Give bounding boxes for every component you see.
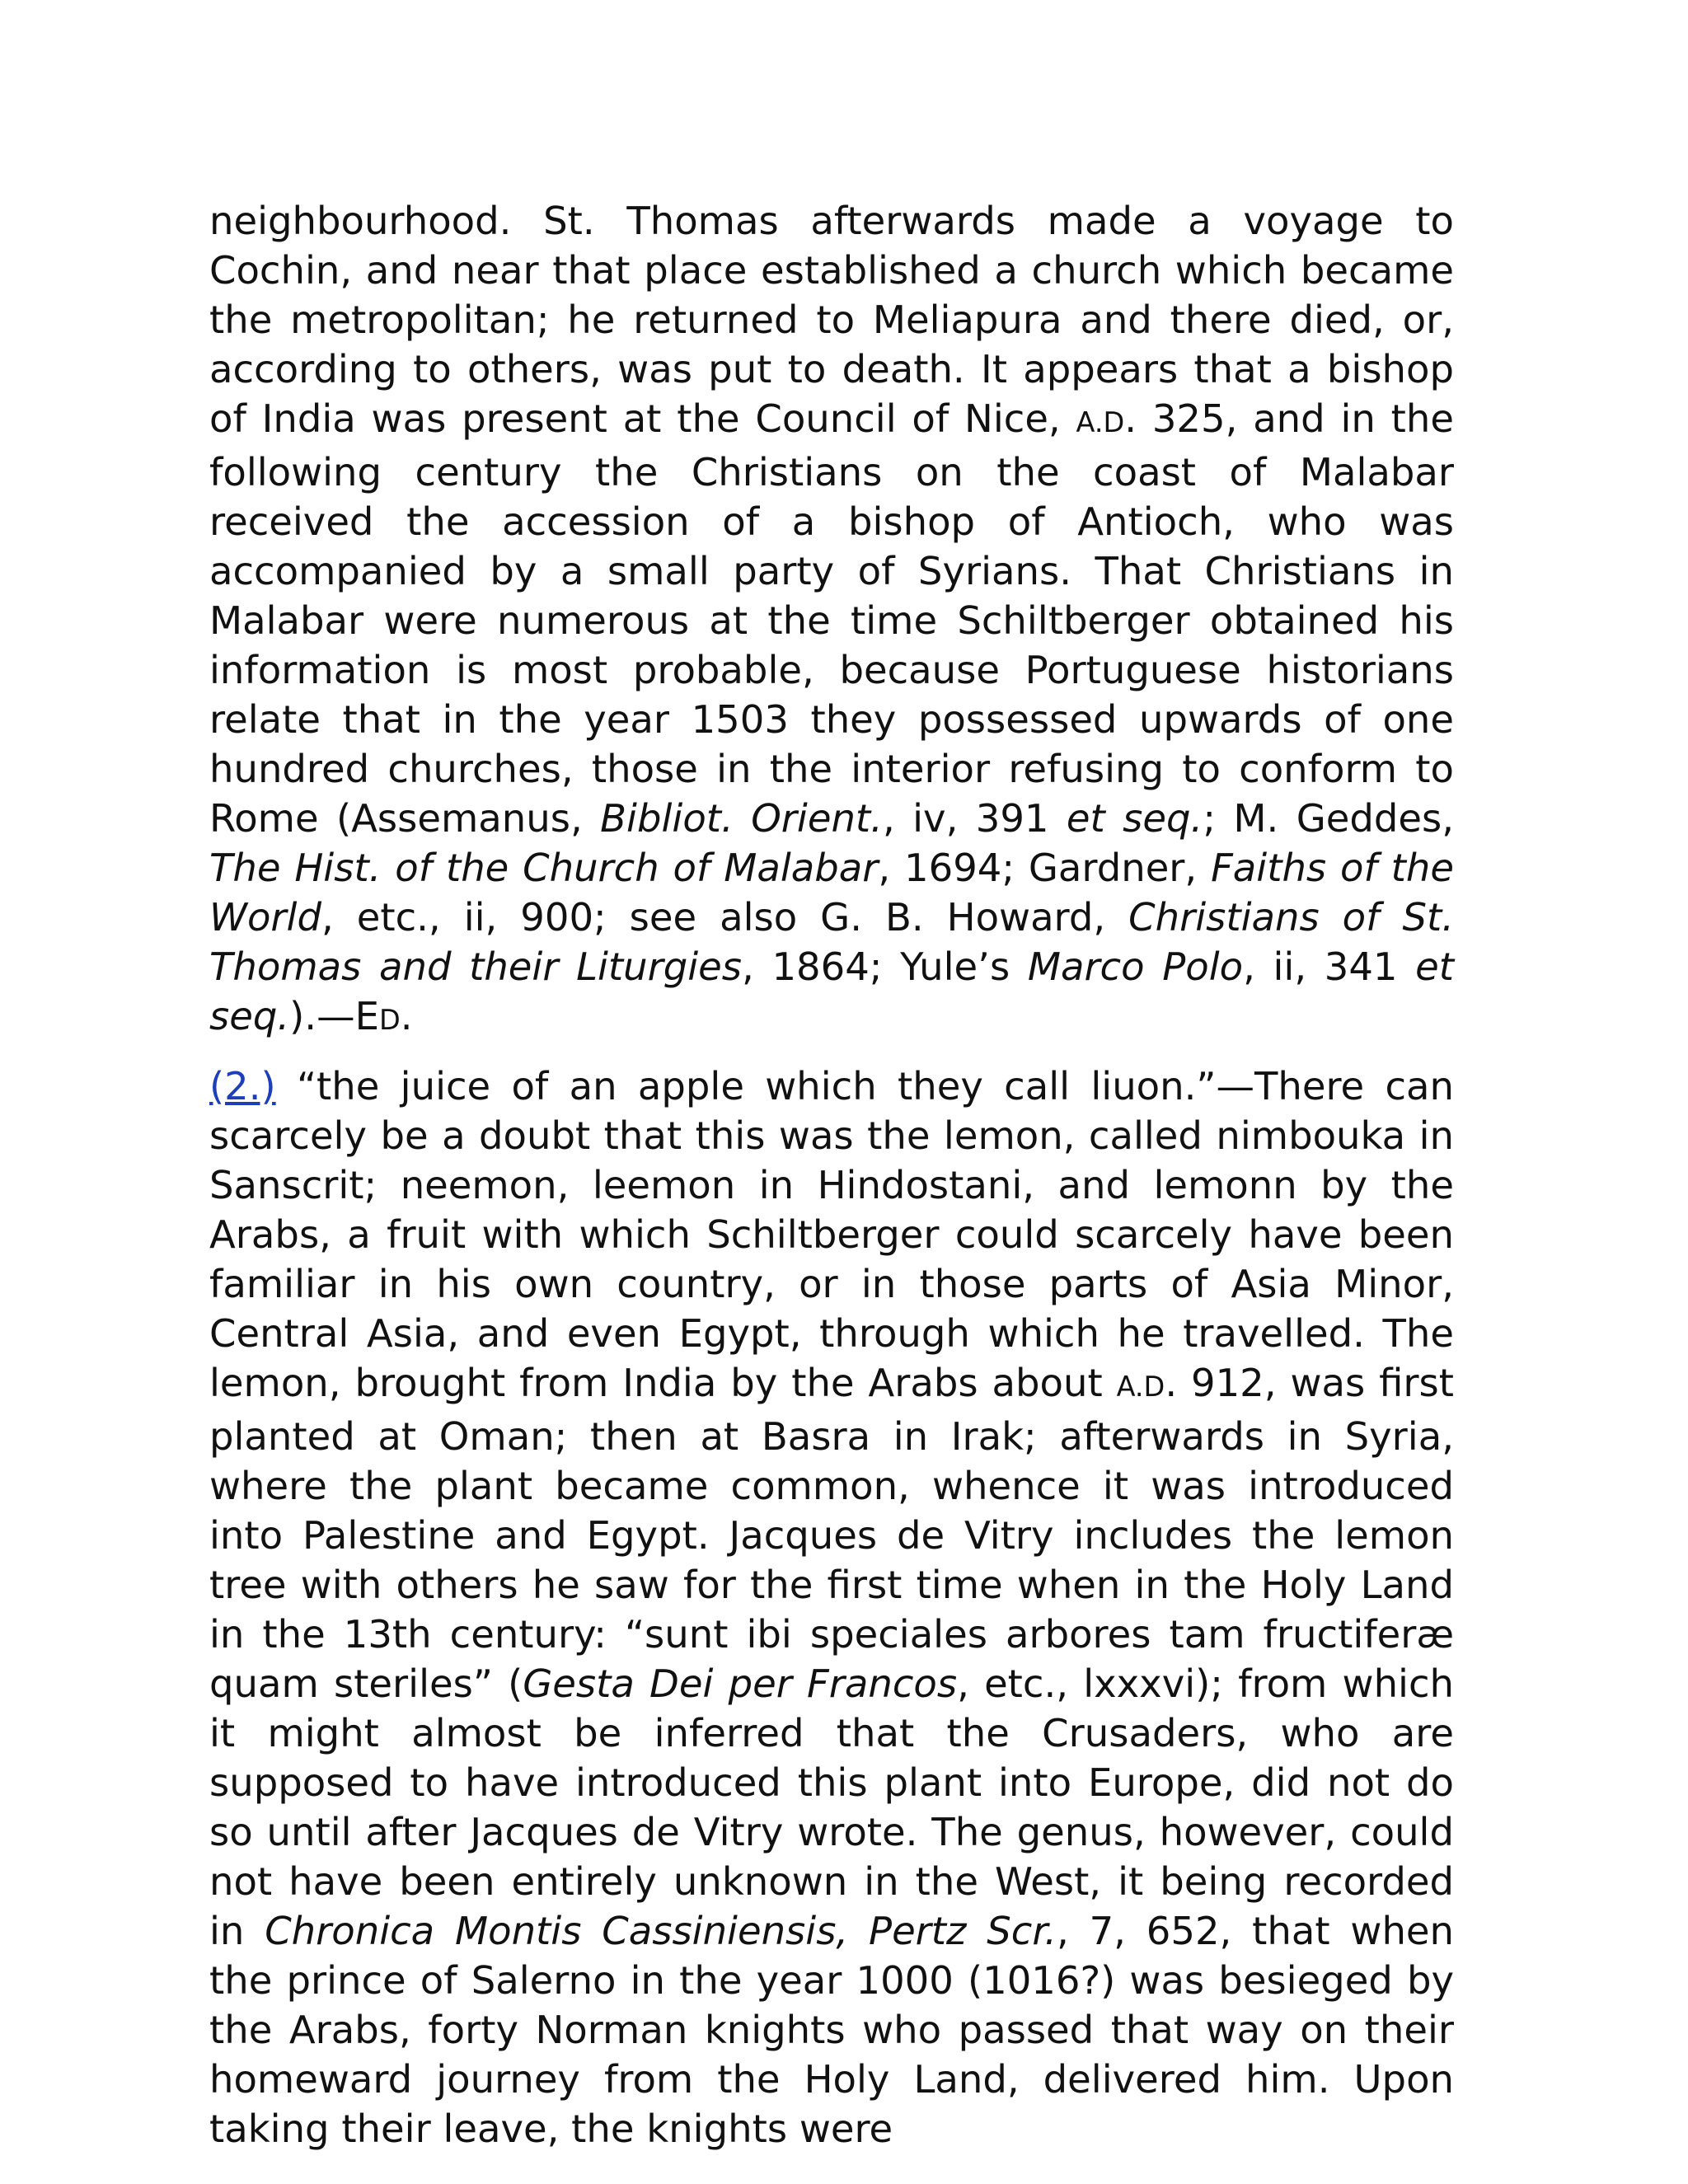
text-run: “the juice of an apple which they call liuon.”—There can scarcely be a doubt that this was the lemon, called nimbouka in Sanscrit; neemon, leemon in Hindostani, and lemonn by the Arabs, a fruit with which Schiltberger could scarcely have been familiar in his own country, or in those parts of Asia Minor, Central Asia, and even Egypt, through which he travelled. The lemon, brought from India by the Arabs about <box>209 1064 1454 1405</box>
text-run: , etc., ii, 900; see also G. B. Howard, <box>321 895 1129 940</box>
italic-title: Marco Polo <box>1027 944 1244 989</box>
footnote-2-paragraph <box>209 1062 1454 2154</box>
italic-title: Chronica Montis Cassiniensis, Pertz Scr. <box>265 1909 1057 1953</box>
italic-title: Faiths of the World <box>209 846 1454 940</box>
text-run: ).—E <box>289 994 379 1038</box>
text-run: . <box>400 994 413 1038</box>
text-run: , 1864; Yule’s <box>742 944 1028 989</box>
small-caps-abbreviation: A.D <box>1116 1371 1165 1403</box>
footnote-link[interactable]: (2.) <box>209 1064 276 1108</box>
text-run: , 1694; Gardner, <box>878 846 1212 890</box>
small-caps-abbreviation: A.D <box>1076 406 1125 438</box>
italic-title: The Hist. of the Church of Malabar <box>209 846 879 890</box>
italic-title: et seq. <box>209 944 1455 1038</box>
text-run: neighbourhood. St. Thomas afterwards made a voyage to Cochin, and near that place established a church which became the metropolitan; he returned to Meliapura and there died, or, according to others, was put to death. It appears that a bishop of India was present at the Council of Nice, <box>209 199 1454 441</box>
footnote-continuation-paragraph <box>209 196 1454 1045</box>
small-caps-abbreviation: D <box>378 1004 401 1036</box>
text-run: , iv, 391 <box>882 796 1067 841</box>
text-run: , ii, 341 <box>1243 944 1416 989</box>
italic-title: Christians of St. Thomas and their Liturgies <box>209 895 1454 989</box>
text-run: . 912, was first planted at Oman; then at Basra in Irak; afterwards in Syria, where the plant became common, whence it was introduced into Palestine and Egypt. Jacques de Vitry includes the lemon tree with others he saw for the first time when in the Holy Land in the 13th century: “sunt ibi speciales arbores tam fructiferæ quam steriles” ( <box>209 1361 1454 1706</box>
italic-title: et seq. <box>1066 796 1203 841</box>
document-page <box>209 196 1454 2154</box>
italic-title: Bibliot. Orient. <box>600 796 883 841</box>
text-run: ; M. Geddes, <box>1203 796 1454 841</box>
italic-title: Gesta Dei per Francos <box>523 1661 958 1706</box>
text-run: , 7, 652, that when the prince of Salerno in the year 1000 (1016?) was besieged by the Arabs, forty Norman knights who passed that way on their homeward journey from the Holy Land, delivered him. Upon taking their leave, the knights were <box>209 1909 1454 2151</box>
text-run: , etc., lxxxvi); from which it might almost be inferred that the Crusaders, who are supposed to have introduced this plant into Europe, did not do so until after Jacques de Vitry wrote. The genus, however, could not have been entirely unknown in the West, it being recorded in <box>209 1661 1455 1953</box>
text-run: . 325, and in the following century the Christians on the coast of Malabar received the accession of a bishop of Antioch, who was accompanied by a small party of Syrians. That Christians in Malabar were numerous at the time Schiltberger obtained his information is most probable, because Portuguese historians relate that in the year 1503 they possessed upwards of one hundred churches, those in the interior refusing to conform to Rome (Assemanus, <box>209 396 1454 841</box>
